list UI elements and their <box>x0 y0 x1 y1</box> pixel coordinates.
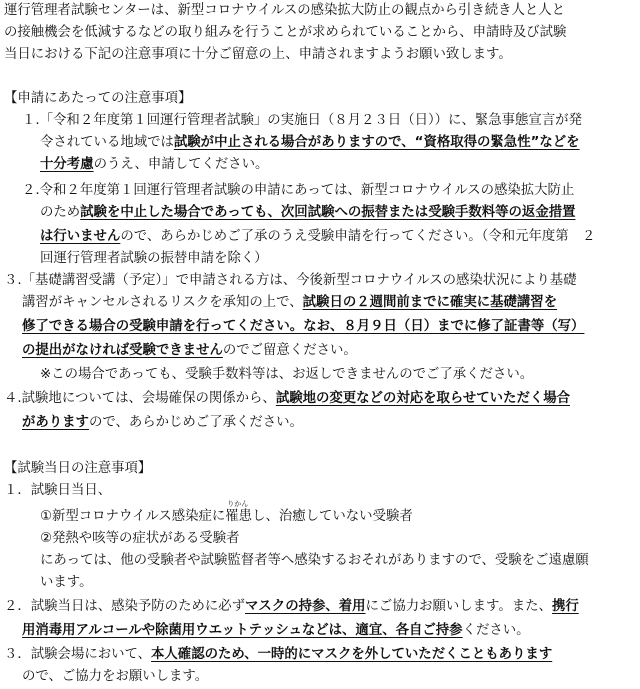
exam-item1-line2 <box>40 500 413 528</box>
exam-item1-line2-rest: し、治癒していない受験者 <box>252 509 413 524</box>
app-item2-line1: ２.令和２年度第１回運行管理者試験の申請にあっては、新型コロナウイルスの感染拡大防止 <box>22 183 575 198</box>
app-item3-line2-text: 講習がキャンセルされるリスクを承知の上で、 <box>22 295 303 310</box>
exam-day-heading: 【試験当日の注意事項】 <box>4 461 152 476</box>
exam-item2-line2 <box>22 620 530 642</box>
exam-item1-line5: います。 <box>40 575 93 590</box>
app-item4-line1-emphasis: 試験地の変更などの対応を取らせていただく場合 <box>275 391 571 406</box>
exam-item3-line1 <box>4 644 552 666</box>
intro-line-2: の接触機会を低減するなどの取り組みを行うことが求められていることから、申請時及び試験 <box>4 25 567 40</box>
exam-item2-line1 <box>4 596 579 618</box>
app-item3-line1: ３.「基礎講習受講（予定）」で申請される方は、今後新型コロナウイルスの感染状況により基礎 <box>4 273 577 288</box>
exam-item1-line1: １．試験日当日、 <box>4 483 112 498</box>
exam-item1-line3: ②発熱や咳等の症状がある受験者 <box>40 531 240 546</box>
exam-item1-line4: にあっては、他の受験者や試験監督者等へ感染するおそれがありますので、受験をご遠慮願 <box>40 553 589 568</box>
exam-item2-line1-text: ２．試験当日は、感染予防のために必ず <box>4 599 246 614</box>
app-item2-line3-text: ので、あらかじめご了承のうえ受験申請を行ってください。（令和元年度第 ２ <box>120 229 596 244</box>
app-item4-line2-emphasis: があります <box>22 415 89 430</box>
exam-item1-ruby-base: 罹患 <box>225 509 253 524</box>
exam-item1-line2-text: ①新型コロナウイルス感染症に <box>40 509 226 524</box>
exam-item2-line1-text2: にご協力お願いします。また、 <box>365 599 552 614</box>
app-item3-line3: 修了できる場合の受験申請を行ってください。なお、８月９日（日）までに修了証書等（写） <box>22 319 585 334</box>
app-item3-line2 <box>22 292 557 314</box>
exam-item2-line2-text: ください。 <box>462 623 530 638</box>
app-item3-line4-text: のでご留意ください。 <box>222 343 357 358</box>
app-item3-line4 <box>22 340 357 362</box>
exam-item2-line1-emphasis2: 携行 <box>551 599 579 614</box>
app-item1-line3-text: のうえ、申請してください。 <box>93 157 269 172</box>
exam-item3-line1-text: ３．試験会場において、 <box>4 647 152 662</box>
app-item1-line3 <box>40 154 268 176</box>
app-item2-line4: 回運行管理者試験の振替申請を除く） <box>40 251 268 266</box>
app-item2-line3 <box>40 226 595 248</box>
app-item4-line1 <box>4 388 570 410</box>
exam-item3-line1-emphasis: 本人確認のため、一時的にマスクを外していただくこともあります <box>151 647 553 662</box>
app-item2-line3-emphasis: は行いません <box>40 229 121 244</box>
app-item4-line2-text: ので、あらかじめご了承ください。 <box>88 415 303 430</box>
app-item2-line2-emphasis: 試験を中止した場合であっても、次回試験への振替または受験手数料等の返金措置 <box>80 205 576 220</box>
exam-item1-ruby: りかん <box>227 500 249 508</box>
intro-line-3: 当日における下記の注意事項に十分ご留意の上、申請されますようお願い致します。 <box>4 47 512 62</box>
exam-item1-ruby-word <box>225 500 253 524</box>
app-item3-line2-emphasis: 試験日の２週間前までに確実に基礎講習を <box>302 295 558 310</box>
intro-line-1: 運行管理者試験センターは、新型コロナウイルスの感染拡大防止の観点から引き続き人と人と <box>4 3 566 18</box>
app-item1-line2-text: 令されている地域では <box>40 135 174 150</box>
app-item4-line2 <box>22 412 303 434</box>
application-heading: 【申請にあたっての注意事項】 <box>4 91 192 106</box>
app-item2-line2-text: のため <box>40 205 81 220</box>
app-item4-line1-text: ４.試験地については、会場確保の関係から、 <box>4 391 276 406</box>
app-item3-line4-emphasis: の提出がなければ受験できません <box>22 343 223 358</box>
app-item2-line2 <box>40 202 576 224</box>
app-item1-line3-emphasis: 十分考慮 <box>40 157 94 172</box>
exam-item2-line1-emphasis: マスクの持参、着用 <box>245 599 366 614</box>
exam-item2-line2-emphasis: 用消毒用アルコールや除菌用ウエットテッシュなどは、適宜、各自ご持参 <box>22 623 463 638</box>
app-item1-line2 <box>40 132 580 154</box>
app-item3-note: ※この場合であっても、受験手数料等は、お返しできませんのでご了承ください。 <box>40 367 534 382</box>
app-item1-line1: １.「令和２年度第１回運行管理者試験」の実施日（８月２３日（日））に、緊急事態宣言が発 <box>22 113 582 128</box>
app-item1-line2-emphasis: 試験が中止される場合がありますので、“資格取得の緊急性”などを <box>173 135 580 150</box>
exam-item3-line2: ので、ご協力をお願いします。 <box>22 669 209 684</box>
